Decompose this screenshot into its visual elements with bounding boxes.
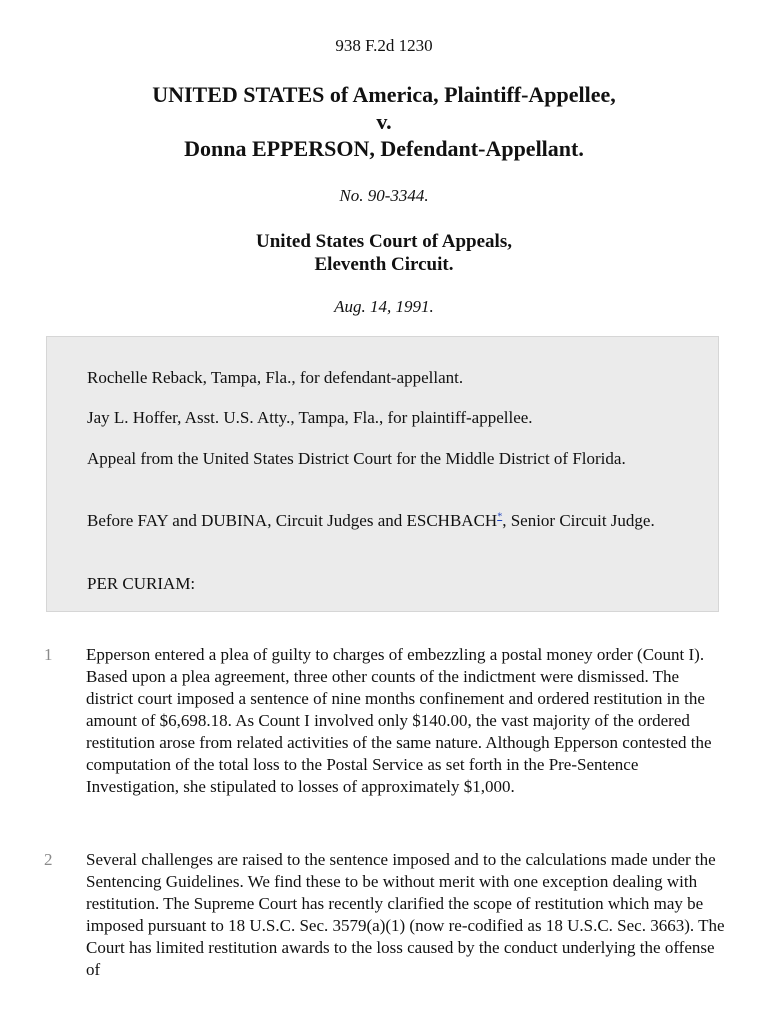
footnote-link[interactable]: * [497,511,503,523]
court-line-1: United States Court of Appeals, [256,231,512,252]
counsel-plaintiff: Jay L. Hoffer, Asst. U.S. Atty., Tampa, Fla., for plaintiff-appellee. [87,408,533,427]
judges-panel [87,510,687,532]
versus-line: v. [376,109,392,134]
plaintiff-line: UNITED STATES of America, Plaintiff-Appellee, [152,82,616,107]
docket-number: No. 90-3344. [339,186,429,205]
per-curiam: PER CURIAM: [87,574,196,593]
decision-date: Aug. 14, 1991. [334,297,434,316]
judges-before-text: Before FAY and DUBINA, Circuit Judges and ESCHBACH [87,511,498,530]
court-name [0,230,768,276]
counsel-defendant: Rochelle Reback, Tampa, Fla., for defendant-appellant. [87,368,464,387]
paragraph-text: Epperson entered a plea of guilty to charges of embezzling a postal money order (Count I). Based upon a plea agreement, three other counts of the indictment were dismissed. The district court imposed a sentence of nine months confinement and ordered restitution in the amount of $6,698.18. As Count I involved only $140.00, the vast majority of the ordered restitution arose from related activities of the same nature. Although Epperson contested the computation of the total loss to the Postal Service as set forth in the Pre-Sentence Investigation, she stipulated to losses of approximately $1,000. [86,645,712,796]
case-citation: 938 F.2d 1230 [335,36,433,55]
paragraph-number: 2 [44,850,53,869]
appeal-origin: Appeal from the United States District Court for the Middle District of Florida. [87,449,626,468]
paragraph-number: 1 [44,645,53,664]
paragraph-text: Several challenges are raised to the sentence imposed and to the calculations made under the Sentencing Guidelines. We find these to be without merit with one exception dealing with restitution. The Supreme Court has recently clarified the scope of restitution which may be imposed pursuant to 18 U.S.C. Sec. 3579(a)(1) (now re-codified as 18 U.S.C. Sec. 3663). The Court has limited restitution awards to the loss caused by the conduct underlying the offense of [86,850,725,979]
case-header-box [46,336,719,612]
judges-after-text: , Senior Circuit Judge. [502,511,655,530]
defendant-line: Donna EPPERSON, Defendant-Appellant. [184,136,584,161]
court-line-2: Eleventh Circuit. [314,254,454,275]
case-caption [0,81,768,162]
